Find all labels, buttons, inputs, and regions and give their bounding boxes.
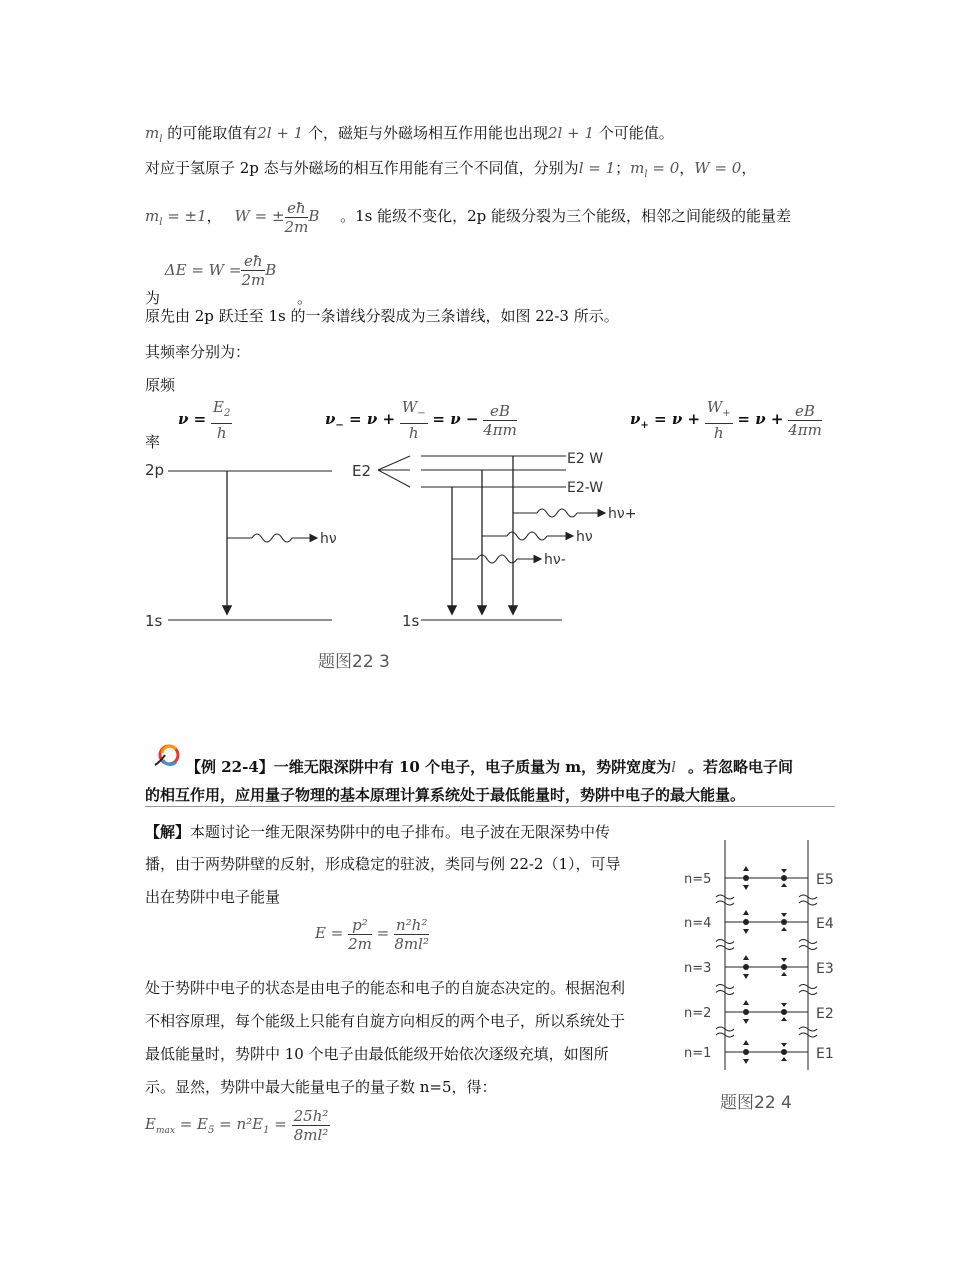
example-icon <box>152 743 182 769</box>
math-w0: W = 0 <box>694 159 742 177</box>
separator <box>145 806 835 807</box>
electron-dot <box>781 964 787 970</box>
solution-line-6: 最低能量时，势阱中 10 个电子由最低能级开始依次逐级充填，如图所 <box>145 1045 609 1063</box>
ml-symbol: $m_l$ <box>145 124 163 145</box>
text-segment: 为 <box>145 289 161 307</box>
electron-dot <box>743 964 749 970</box>
intro-line-3: $m_l = \pm 1$， W = ± $\frac{eħ}{2m}$ B 。1s 能级不变化，2p 能级分裂为三个能级，相邻之间能级的能量差 <box>145 198 792 236</box>
solution-line-3: 出在势阱中电子能量 <box>145 888 281 906</box>
example-header-line-1: 【例 22-4】一维无限深阱中有 10 个电子，电子质量为 m，势阱宽度为l 。若忽略电子间 <box>186 758 794 776</box>
solution-line-2: 播，由于两势阱壁的反射，形成稳定的驻波，类同与例 22-2（1），可导 <box>145 855 621 873</box>
label-1s-left: 1s <box>145 612 163 630</box>
electron-dot <box>743 875 749 881</box>
example-header-line-2: 的相互作用，应用量子物理的基本原理计算系统处于最低能量时，势阱中电子的最大能量。 <box>145 786 746 804</box>
text-segment: 的可能取值有 <box>162 124 258 142</box>
label-hv-minus: hν- <box>544 552 566 568</box>
figure-caption-22-3: 题图22 3 <box>318 652 390 672</box>
photon-wave <box>252 534 292 542</box>
photon-wave-minus <box>477 555 517 563</box>
intro-line-5: 原先由 2p 跃迁至 1s 的一条谱线分裂成为三条谱线，如图 22-3 所示。 <box>145 307 619 325</box>
label-E2W-bot: E2-W <box>567 480 604 496</box>
label-E2W-top: E2 W <box>567 451 604 467</box>
electron-dot <box>743 919 749 925</box>
figure-22-4 <box>680 840 850 1120</box>
intro-line-8: 率 <box>145 433 161 451</box>
math-B: B <box>308 207 320 225</box>
math-deltaE: ΔE = W = <box>164 261 242 279</box>
formula-nu-plus: $\nu_+ = \nu$ + $\frac{W_+}{h}$ = ν + $\frac{eB}{4\pi m}$ <box>630 398 822 442</box>
formula-nu: ν = $\frac{E_2}{h}$ <box>178 398 231 442</box>
solution-line-4: 处于势阱中电子的状态是由电子的能态和电子的自旋态决定的。根据泡利 <box>145 979 626 997</box>
level-E-label: E1 <box>816 1046 834 1062</box>
electron-dot <box>781 875 787 881</box>
fraction-ehbar-2m: $\frac{eħ}{2m}$ <box>241 252 266 289</box>
electron-dot <box>781 1049 787 1055</box>
text-segment: 对应于氢原子 2p 态与外磁场的相互作用能有三个不同值，分别为 <box>145 159 579 177</box>
intro-line-6: 其频率分别为： <box>145 343 251 361</box>
electron-dot <box>743 1009 749 1015</box>
electron-dot <box>743 1049 749 1055</box>
final-equation: $E_{max} = E_5 = n^2E_1$ = $\frac{\text{25h²}}{\text{8ml²}}$ <box>145 1106 329 1144</box>
fraction-ehbar-2m: $\frac{eħ}{2m}$ <box>284 198 309 236</box>
math-ml0: $m_l = 0$ <box>630 159 680 180</box>
photon-wave-plus <box>537 509 577 517</box>
math-ml-pm1: $m_l = \pm 1$ <box>145 207 207 228</box>
energy-levels <box>684 866 834 1064</box>
label-hv: hν <box>320 531 337 547</box>
label-1s-right: 1s <box>402 612 420 630</box>
math-2l1: 2l + 1 <box>257 124 304 142</box>
solution-line-1: 【解】本题讨论一维无限深势阱中的电子排布。电子波在无限深势中传 <box>145 823 611 841</box>
label-hv-plus: hν+ <box>608 506 637 522</box>
solution-line-5: 不相容原理，每个能级上只能有自旋方向相反的两个电子，所以系统处于 <box>145 1012 626 1030</box>
text-segment: 个可能值。 <box>594 124 674 142</box>
text-segment: 。1s 能级不变化，2p 能级分裂为三个能级，相邻之间能级的能量差 <box>340 207 792 225</box>
well-walls <box>725 840 808 1070</box>
level-n-label: n=5 <box>684 872 712 887</box>
level-n-label: n=1 <box>684 1046 712 1061</box>
energy-equation: E = $\frac{\text{p²}}{2m}$ = $\frac{\text{n²h²}}{\text{8ml²}}$ <box>315 915 429 953</box>
math-2l1: 2l + 1 <box>548 124 594 142</box>
math-B: B <box>265 261 277 279</box>
label-hv-mid: hν <box>576 529 593 545</box>
level-E-label: E5 <box>816 872 834 888</box>
level-E-label: E4 <box>816 916 834 932</box>
formula-nu-minus: $\nu_- = \nu$ + $\frac{W_-}{h}$ = ν − $\frac{eB}{4\pi m}$ <box>325 398 517 442</box>
label-2p: 2p <box>145 461 165 479</box>
level-E-label: E2 <box>816 1006 834 1022</box>
level-E-label: E3 <box>816 961 834 977</box>
electron-dot <box>781 1009 787 1015</box>
label-E2: E2 <box>352 462 372 480</box>
math-W: W = ± <box>234 207 285 225</box>
text-segment: 个，磁矩与外磁场相互作用能也出现 <box>303 124 548 142</box>
math-l: l = 1 <box>578 159 616 177</box>
figure-caption-22-4: 题图22 4 <box>720 1093 792 1113</box>
level-n-label: n=4 <box>684 916 712 931</box>
solution-line-7: 示。显然，势阱中最大能量电子的量子数 n=5，得： <box>145 1078 497 1096</box>
intro-line-7: 原频 <box>145 376 176 394</box>
level-n-label: n=3 <box>684 961 712 976</box>
intro-line-2: 对应于氢原子 2p 态与外磁场的相互作用能有三个不同值，分别为l = 1；$m_l = 0$，W = 0， <box>145 159 757 180</box>
electron-dot <box>781 919 787 925</box>
level-n-label: n=2 <box>684 1006 712 1021</box>
text-segment: 。 <box>297 289 313 307</box>
